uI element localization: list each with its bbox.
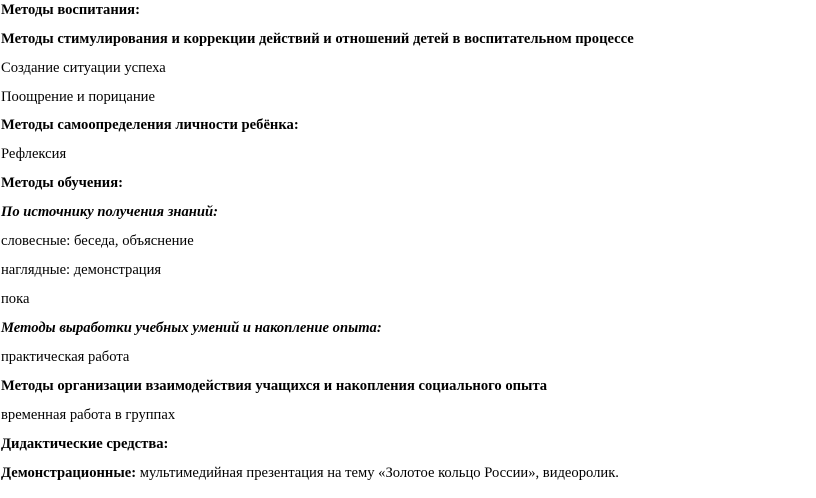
text-visual-methods: наглядные: демонстрация bbox=[1, 262, 162, 278]
subheading-knowledge-source: По источнику получения знаний: bbox=[1, 204, 219, 220]
text-group-work: временная работа в группах bbox=[1, 407, 176, 423]
heading-didactic-means: Дидактические средства: bbox=[1, 436, 169, 452]
text-success-situation: Создание ситуации успеха bbox=[1, 60, 166, 76]
text-encouragement: Поощрение и порицание bbox=[1, 89, 155, 105]
text-verbal-methods: словесные: беседа, объяснение bbox=[1, 233, 194, 249]
text-practical-work: практическая работа bbox=[1, 349, 130, 365]
heading-teaching-methods: Методы обучения: bbox=[1, 175, 123, 191]
heading-stimulation-methods: Методы стимулирования и коррекции действий и отношений детей в воспитательном процессе bbox=[1, 31, 634, 47]
demonstration-line bbox=[1, 464, 619, 482]
demonstration-text: мультимедийная презентация на тему «Золотое кольцо России», видеоролик. bbox=[136, 465, 619, 481]
text-poka: пока bbox=[1, 291, 30, 307]
heading-self-determination-methods: Методы самоопределения личности ребёнка: bbox=[1, 117, 299, 133]
heading-interaction-methods: Методы организации взаимодействия учащихся и накопления социального опыта bbox=[1, 378, 548, 394]
demonstration-label: Демонстрационные: bbox=[1, 465, 137, 481]
text-reflection: Рефлексия bbox=[1, 146, 67, 162]
subheading-skills-methods: Методы выработки учебных умений и накопление опыта: bbox=[1, 320, 382, 336]
heading-upbringing-methods: Методы воспитания: bbox=[1, 2, 140, 18]
